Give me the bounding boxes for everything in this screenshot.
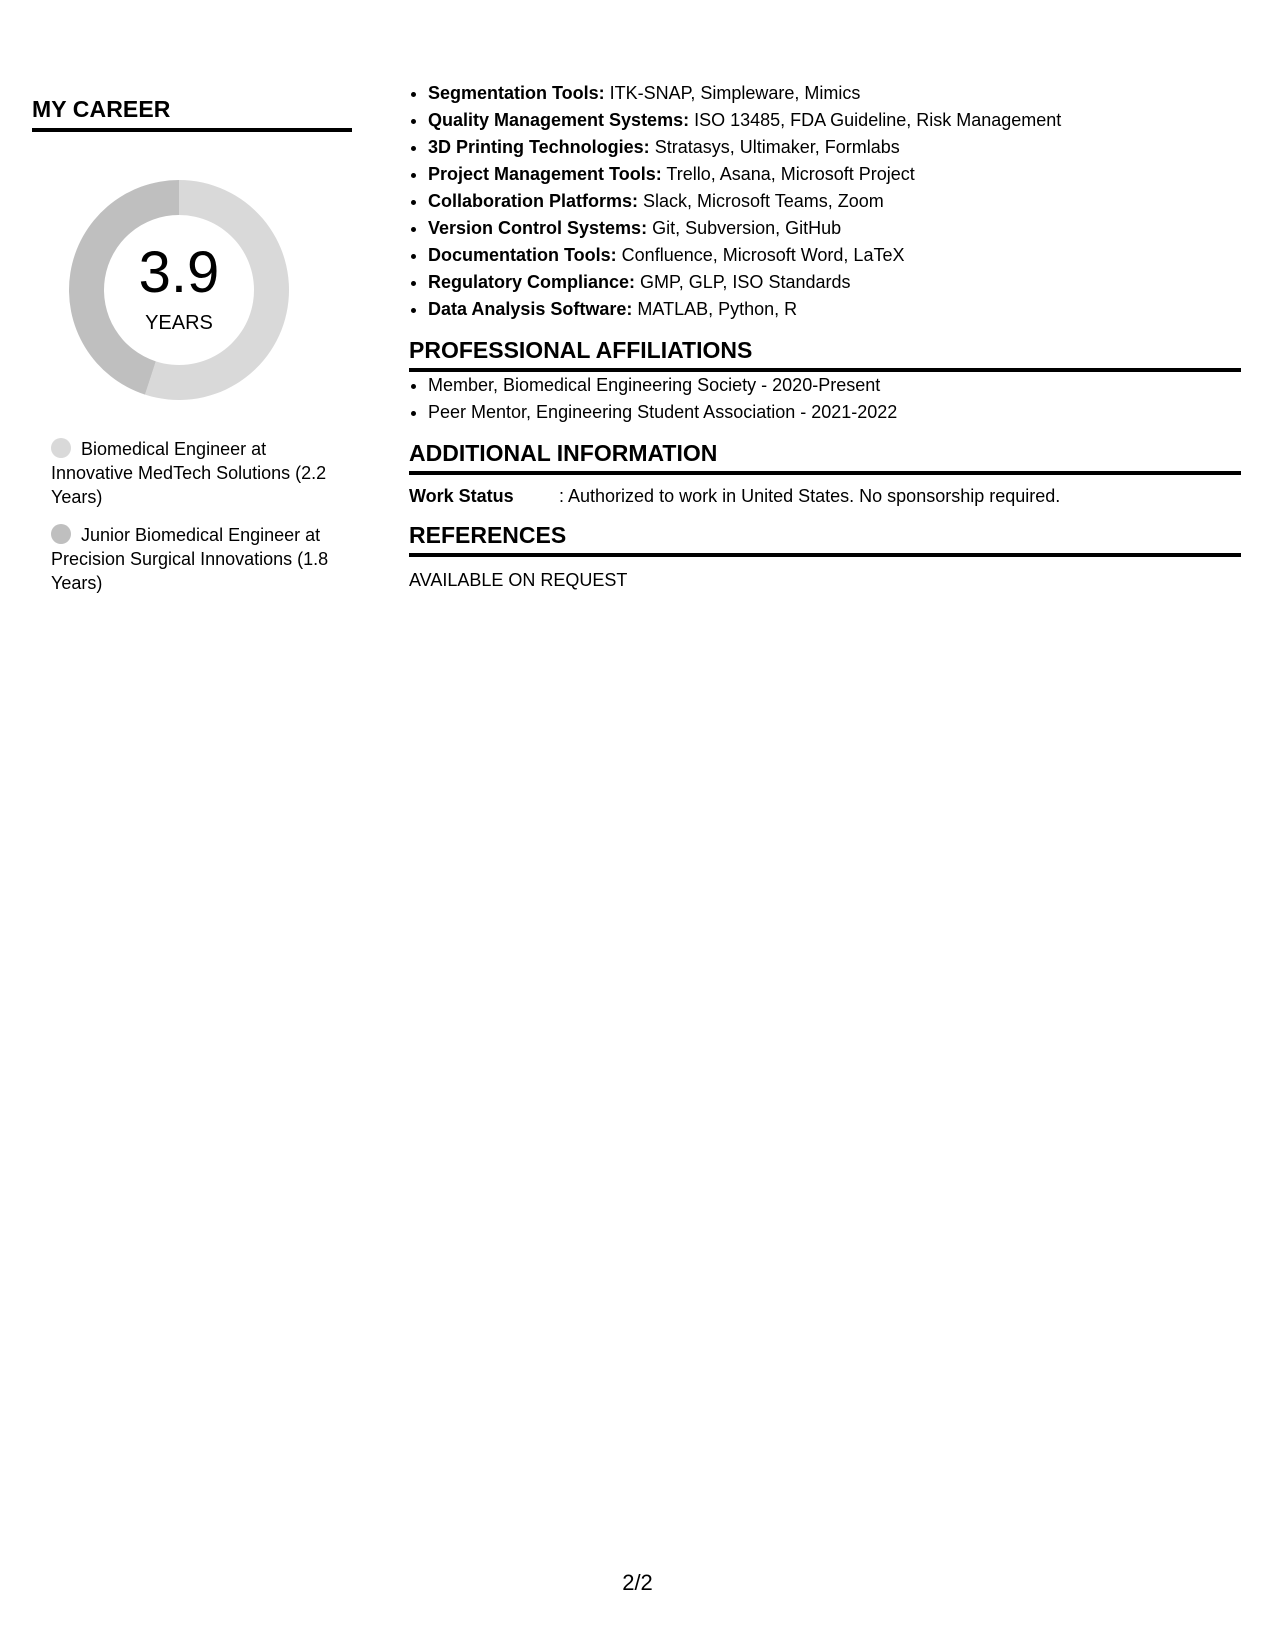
career-legend-item — [51, 437, 352, 509]
work-status-label: Work Status — [409, 486, 514, 506]
work-status-value: : Authorized to work in United States. No sponsorship required. — [559, 486, 1061, 506]
skill-label: 3D Printing Technologies: — [428, 137, 650, 157]
affiliation-item: • Member, Biomedical Engineering Society - 2020-Present — [428, 372, 1241, 399]
skill-item — [428, 80, 1241, 107]
skill-value: MATLAB, Python, R — [632, 299, 798, 319]
career-years-unit: YEARS — [145, 312, 213, 334]
career-legend — [32, 437, 352, 595]
career-total-years: 3.9 — [138, 240, 220, 305]
skill-item — [428, 242, 1241, 269]
skill-label: Data Analysis Software: — [428, 299, 633, 319]
skill-value: Slack, Microsoft Teams, Zoom — [638, 191, 884, 211]
career-legend-text: Biomedical Engineer at Innovative MedTech Solutions (2.2 Years) — [51, 439, 327, 507]
work-status-row — [409, 484, 1241, 508]
skill-item — [428, 134, 1241, 161]
skill-item — [428, 188, 1241, 215]
references-heading: REFERENCES — [409, 522, 1241, 557]
career-column — [32, 96, 352, 609]
skill-label: Segmentation Tools: — [428, 83, 605, 103]
skill-value: ITK-SNAP, Simpleware, Mimics — [604, 83, 861, 103]
skill-value: GMP, GLP, ISO Standards — [635, 272, 851, 292]
skill-item — [428, 215, 1241, 242]
skill-label: Version Control Systems: — [428, 218, 648, 238]
skill-label: Project Management Tools: — [428, 164, 662, 184]
career-donut-chart — [64, 175, 294, 405]
skill-value: ISO 13485, FDA Guideline, Risk Management — [689, 110, 1062, 130]
skill-label: Collaboration Platforms: — [428, 191, 639, 211]
legend-dot-icon — [51, 438, 71, 458]
affiliations-list — [409, 372, 1241, 426]
skill-item — [428, 296, 1241, 323]
skill-value: Git, Subversion, GitHub — [647, 218, 842, 238]
skill-label: Regulatory Compliance: — [428, 272, 636, 292]
career-heading: MY CAREER — [32, 96, 352, 132]
page-number: 2/2 — [622, 1570, 653, 1595]
donut-center — [64, 175, 294, 405]
career-legend-text: Junior Biomedical Engineer at Precision Surgical Innovations (1.8 Years) — [51, 525, 329, 593]
skill-item — [428, 107, 1241, 134]
skill-value: Confluence, Microsoft Word, LaTeX — [616, 245, 905, 265]
additional-info-heading: ADDITIONAL INFORMATION — [409, 440, 1241, 475]
main-column — [409, 80, 1241, 592]
career-legend-item — [51, 523, 352, 595]
affiliation-item: • Peer Mentor, Engineering Student Association - 2021-2022 — [428, 399, 1241, 426]
skill-item — [428, 161, 1241, 188]
skill-value: Trello, Asana, Microsoft Project — [661, 164, 915, 184]
skill-item — [428, 269, 1241, 296]
skill-label: Quality Management Systems: — [428, 110, 690, 130]
affiliations-heading: PROFESSIONAL AFFILIATIONS — [409, 337, 1241, 372]
references-text: AVAILABLE ON REQUEST — [409, 570, 628, 590]
skill-value: Stratasys, Ultimaker, Formlabs — [649, 137, 900, 157]
legend-dot-icon — [51, 524, 71, 544]
skill-label: Documentation Tools: — [428, 245, 617, 265]
skills-list — [409, 80, 1241, 323]
